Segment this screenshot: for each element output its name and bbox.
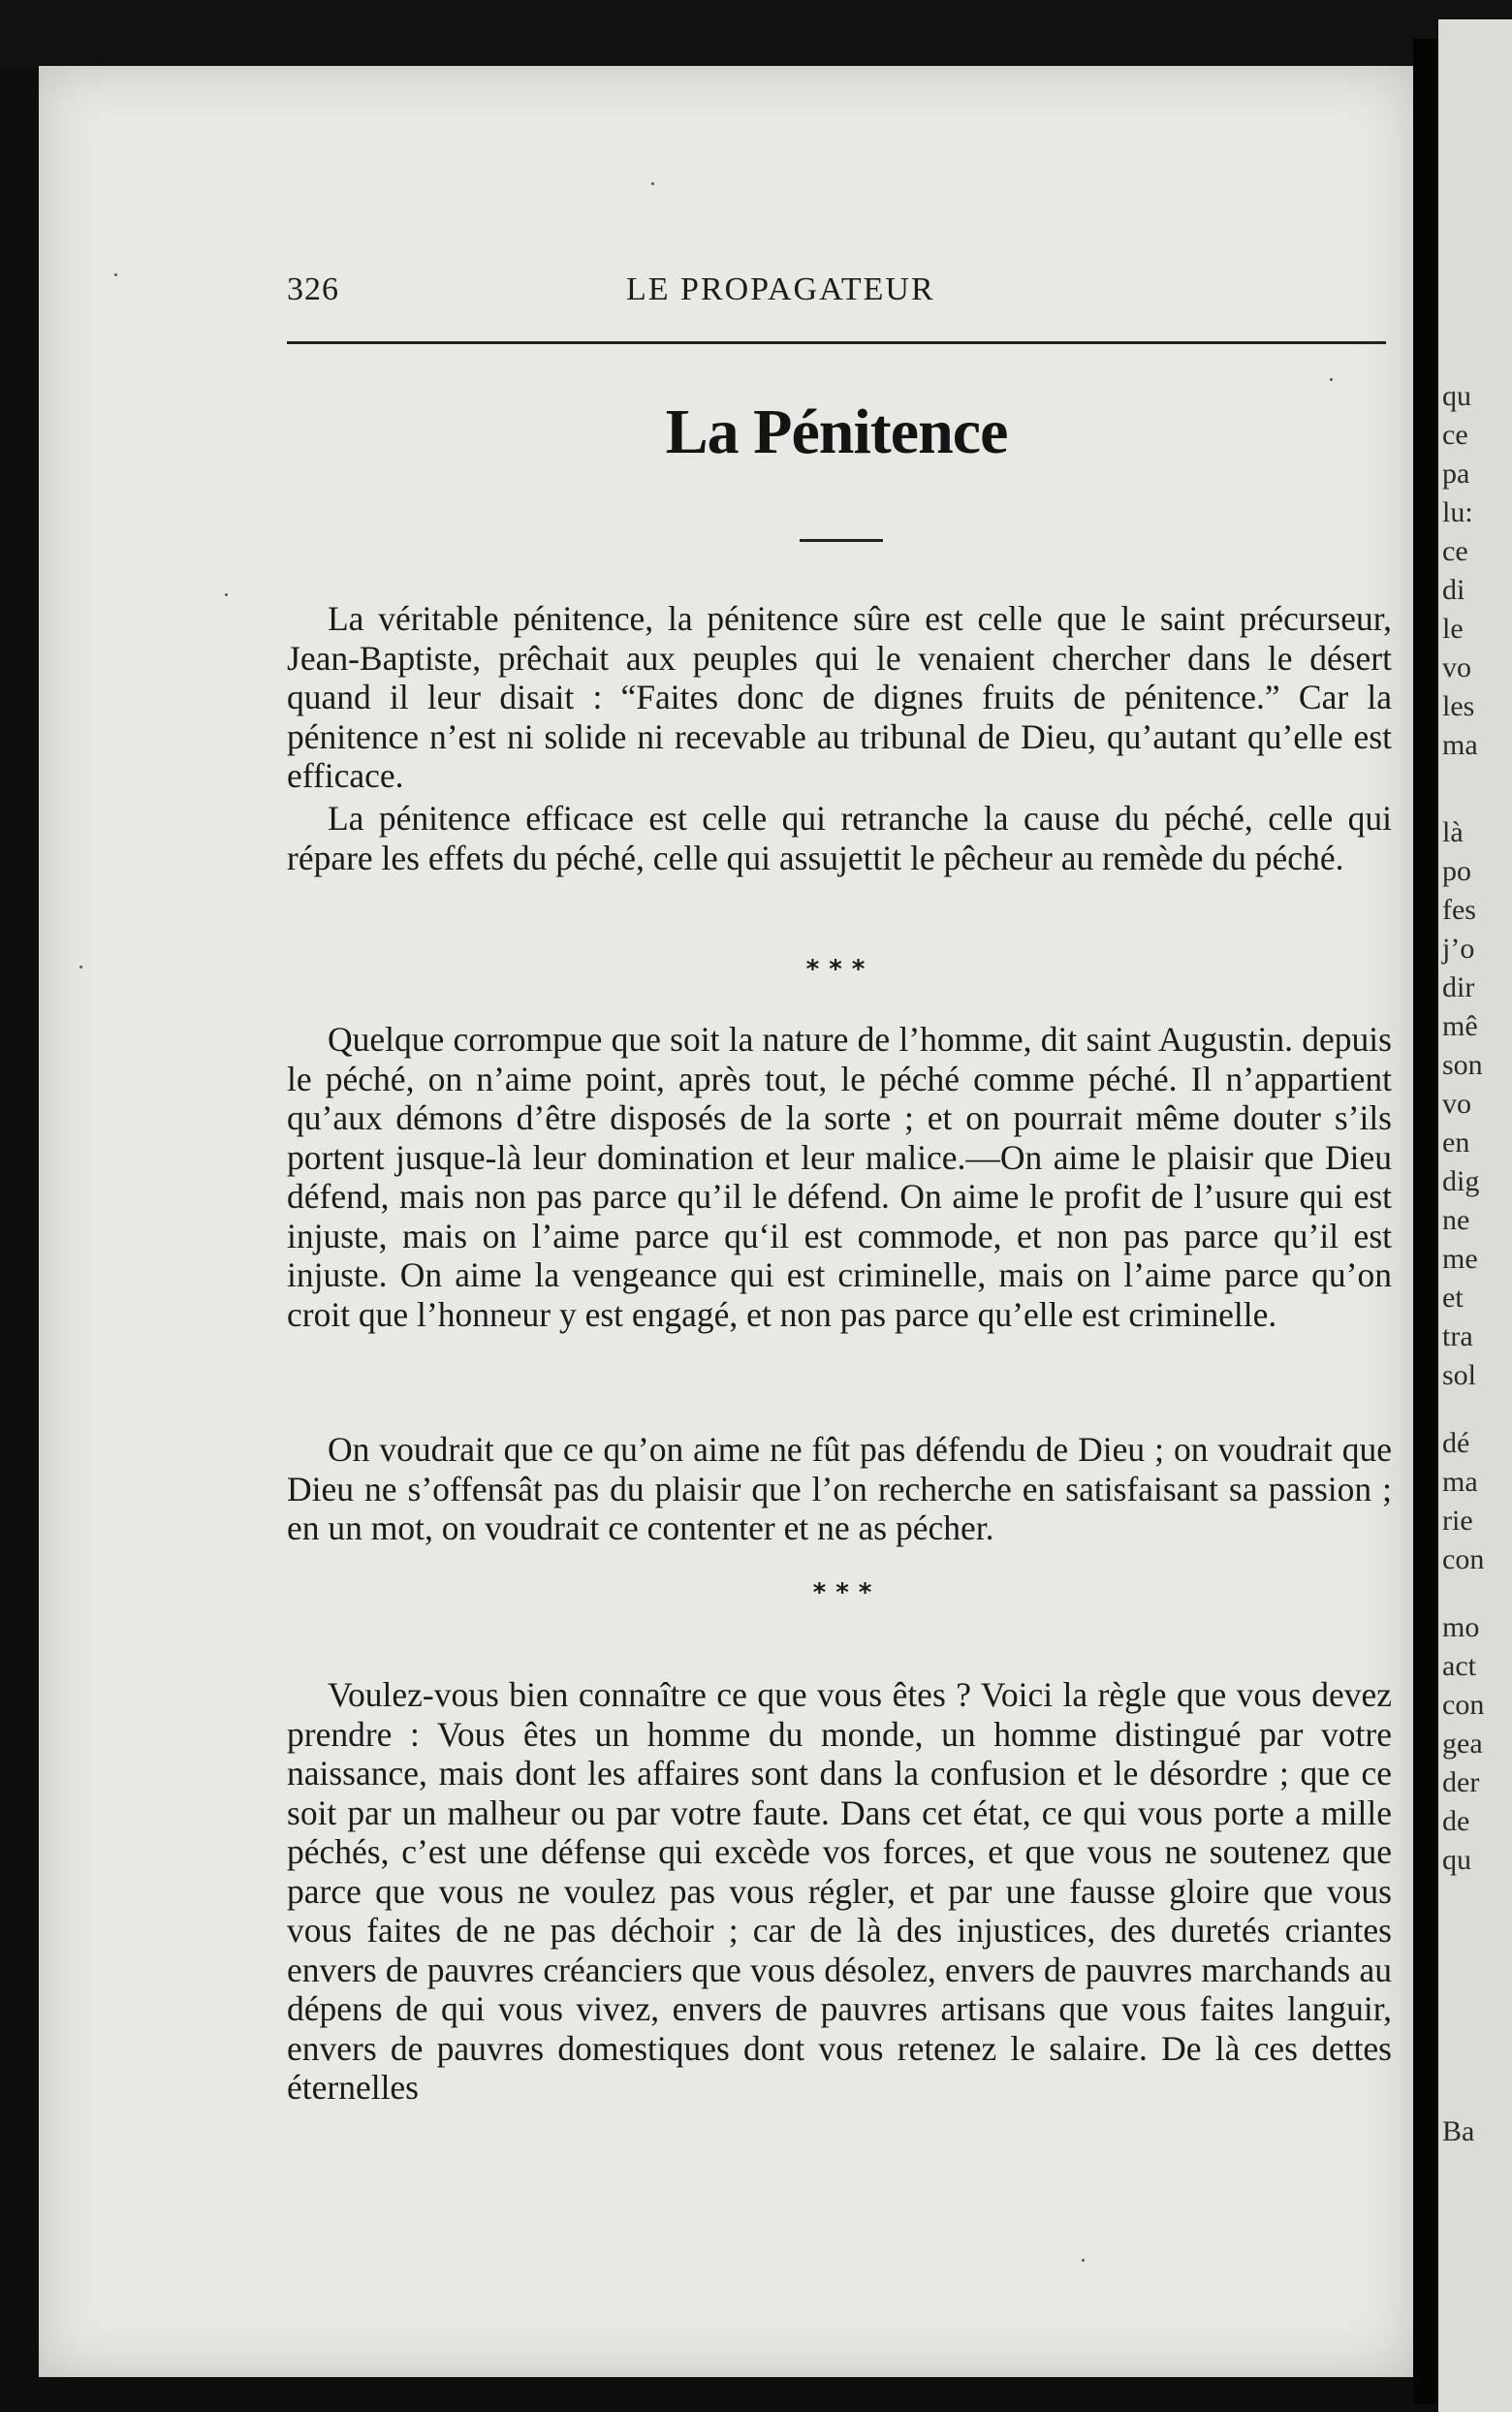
adjacent-page-fragment: tra	[1442, 1320, 1473, 1352]
running-head	[287, 271, 1382, 314]
paper-speck	[1082, 2259, 1085, 2262]
adjacent-page-fragment: act	[1442, 1650, 1476, 1682]
section-separator-1: ***	[805, 955, 875, 984]
adjacent-page-fragment: qu	[1442, 1844, 1471, 1876]
adjacent-page-fragment: vo	[1442, 1088, 1471, 1120]
adjacent-page-fragment: fes	[1442, 894, 1476, 926]
adjacent-page-fragment: qu	[1442, 380, 1471, 412]
adjacent-page-fragment: les	[1442, 690, 1475, 722]
adjacent-page-fragment: et	[1442, 1282, 1464, 1314]
adjacent-page-fragment: ma	[1442, 1466, 1478, 1498]
adjacent-page	[1438, 19, 1512, 2412]
adjacent-page-fragment: me	[1442, 1243, 1478, 1275]
paper-speck	[79, 966, 82, 968]
section-separator-2: ***	[812, 1578, 882, 1607]
adjacent-page-fragment: con	[1442, 1689, 1485, 1721]
adjacent-page-fragment: lu:	[1442, 496, 1473, 528]
adjacent-page-fragment: vo	[1442, 651, 1471, 683]
adjacent-page-fragment: mê	[1442, 1010, 1478, 1042]
page-gutter	[1413, 39, 1438, 2404]
adjacent-page-fragment: ma	[1442, 729, 1478, 761]
adjacent-page-fragment: le	[1442, 613, 1464, 645]
paragraph-3: Quelque corrompue que soit la nature de l’homme, dit saint Augustin. depuis le péché, on n’aime point, après tout, le péché comme péché. Il n’appartient qu’aux démons d’être disposés de la sorte ; et on pourrait même douter s’ils portent jusque-là leur domination et leur malice.—On aime le plaisir que Dieu défend, mais non pas parce qu’il le défend. On aime le profit de l’usure qui est injuste, mais on l’aime parce qu‘il est commode, et non pas parce qu’il est injuste. On aime la vengeance qui est criminelle, mais on l’aime parce qu’on croit que l’honneur y est engagé, et non pas parce qu’elle est criminelle.	[287, 1020, 1392, 1334]
paragraph-2: La pénitence efficace est celle qui retranche la cause du péché, celle qui répare les effets du péché, celle qui assujettit le pêcheur au remède du péché.	[287, 799, 1392, 877]
title-rule	[800, 539, 883, 542]
adjacent-page-fragment: en	[1442, 1127, 1470, 1158]
adjacent-page-fragment: po	[1442, 855, 1471, 887]
adjacent-page-fragment: de	[1442, 1805, 1470, 1837]
paper-speck	[114, 273, 117, 276]
adjacent-page-fragment: son	[1442, 1049, 1483, 1081]
adjacent-page-fragment: dé	[1442, 1427, 1470, 1459]
adjacent-page-fragment: dig	[1442, 1165, 1480, 1197]
adjacent-page-fragment: con	[1442, 1543, 1485, 1575]
paper-speck	[1330, 378, 1333, 381]
adjacent-page-fragment: j’o	[1442, 933, 1475, 965]
adjacent-page-fragment: ne	[1442, 1204, 1470, 1236]
adjacent-page-fragment: là	[1442, 816, 1464, 848]
adjacent-page-fragment: ce	[1442, 419, 1468, 451]
scan-border	[0, 0, 1512, 68]
paper-speck	[225, 593, 228, 596]
adjacent-page-fragment: rie	[1442, 1505, 1473, 1537]
adjacent-page-fragment: Ba	[1442, 2115, 1475, 2147]
adjacent-page-fragment: sol	[1442, 1359, 1477, 1391]
paper-speck	[651, 182, 654, 185]
journal-title: LE PROPAGATEUR	[626, 271, 935, 307]
article-title: La Pénitence	[665, 397, 1008, 467]
adjacent-page-fragment: mo	[1442, 1611, 1480, 1643]
header-rule	[287, 341, 1386, 344]
adjacent-page-fragment: der	[1442, 1766, 1480, 1798]
page-number: 326	[287, 271, 339, 307]
paragraph-5: Voulez-vous bien connaître ce que vous êtes ? Voici la règle que vous devez prendre : Vous êtes un homme du monde, un homme distingué par votre naissance, mais dont les affaires sont dans la confusion et le désordre ; que ce soit par un malheur ou par votre faute. Dans cet état, ce qui vous porte a mille péchés, c’est une défense qui excède vos forces, et que vous ne soutenez que parce que vous ne voulez pas vous régler, et par une fausse gloire que vous vous faites de ne pas déchoir ; car de là des injustices, des duretés criantes envers de pauvres créanciers que vous désolez, envers de pauvres marchands au dépens de qui vous vivez, envers de pauvres artisans que vous faites languir, envers de pauvres domestiques dont vous retenez le salaire. De là ces dettes éternelles	[287, 1675, 1392, 2107]
adjacent-page-fragment: dir	[1442, 971, 1475, 1003]
paragraph-1: La véritable pénitence, la pénitence sûre est celle que le saint précurseur, Jean-Baptiste, prêchait aux peuples qui le venaient chercher dans le désert quand il leur disait : “Faites donc de dignes fruits de pénitence.” Car la pénitence n’est ni solide ni recevable au tribunal de Dieu, qu’autant qu’elle est efficace.	[287, 599, 1392, 795]
adjacent-page-fragment: pa	[1442, 458, 1470, 490]
paragraph-4: On voudrait que ce qu’on aime ne fût pas défendu de Dieu ; on voudrait que Dieu ne s’offensât pas du plaisir que l’on recherche en satisfaisant sa passion ; en un mot, on voudrait ce contenter et ne as pécher.	[287, 1430, 1392, 1547]
adjacent-page-fragment: di	[1442, 574, 1465, 606]
adjacent-page-fragment: ce	[1442, 535, 1468, 567]
adjacent-page-fragment: gea	[1442, 1728, 1483, 1760]
